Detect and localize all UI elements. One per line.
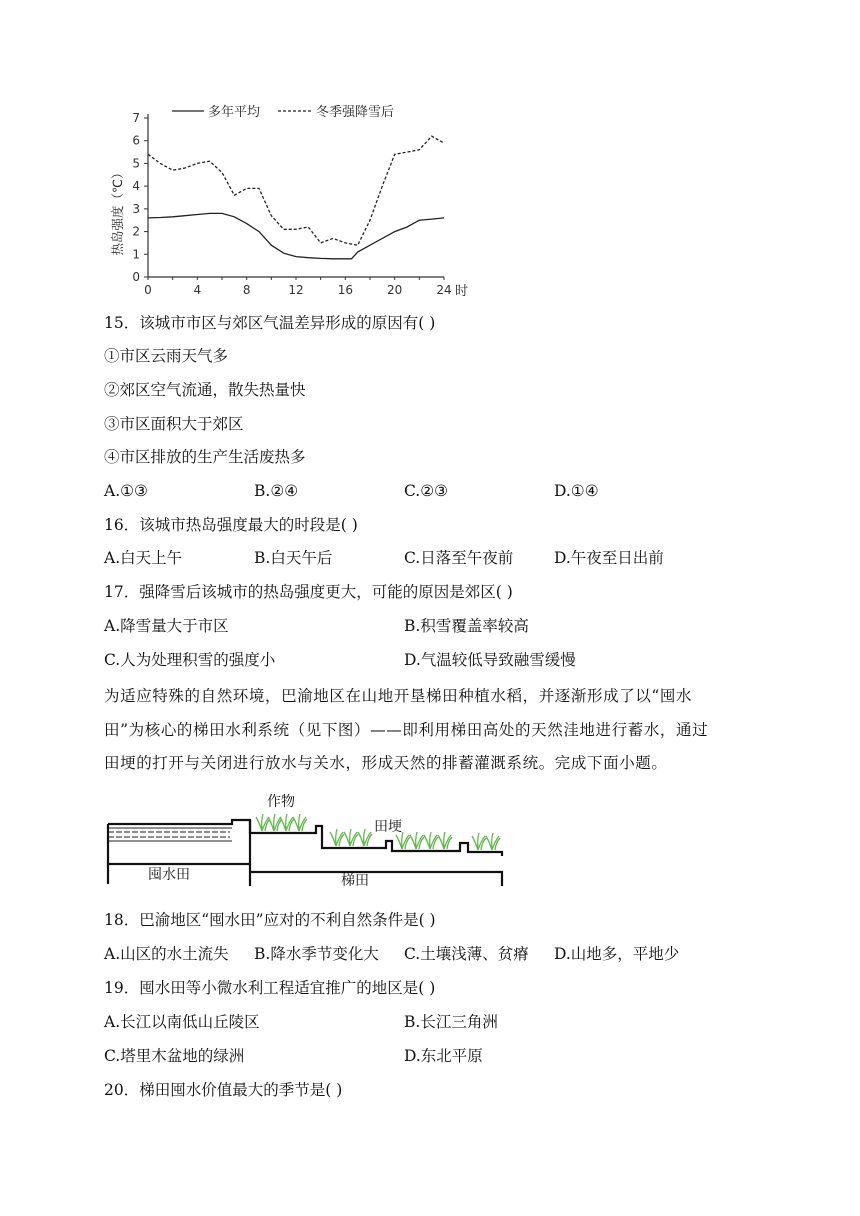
q15-option-d[interactable]: D.①④ <box>554 482 599 500</box>
x-tick-label: 24 <box>436 283 452 297</box>
x-tick-label: 4 <box>193 283 202 297</box>
x-tick-label: 12 <box>288 283 304 297</box>
x-axis-unit: 时 <box>455 284 469 299</box>
diagram-label-reservoir: 囤水田 <box>148 867 190 883</box>
q16-option-a[interactable]: A.白天上午 <box>104 549 183 567</box>
diagram-label-ridge: 田埂 <box>374 819 402 835</box>
crop-plant <box>486 833 500 850</box>
q19-option-a[interactable]: A.长江以南低山丘陵区 <box>104 1013 260 1031</box>
legend-label-average: 多年平均 <box>208 105 261 120</box>
crop-plant <box>358 829 372 846</box>
crop-plant <box>424 832 438 849</box>
q19-option-d[interactable]: D.东北平原 <box>404 1047 483 1065</box>
legend-label-snow: 冬季强降雪后 <box>316 105 395 120</box>
question-20-stem: 20．梯田囤水价值最大的季节是( ) <box>104 1081 343 1099</box>
question-15-stem: 15．该城市市区与郊区气温差异形成的原因有( ) <box>104 314 436 332</box>
crop-plant <box>330 829 344 846</box>
x-tick-labels <box>144 283 451 297</box>
x-tick-label: 16 <box>337 283 353 297</box>
y-tick-label: 1 <box>132 247 140 262</box>
chart-legend <box>172 104 394 120</box>
crop-plant <box>268 814 282 831</box>
chart-axes <box>144 114 444 280</box>
q15-option-b[interactable]: B.②④ <box>254 482 299 500</box>
q15-statement-4: ④市区排放的生产生活废热多 <box>104 448 306 466</box>
terrace-outline <box>108 820 502 856</box>
heat-island-chart <box>100 96 470 302</box>
question-18-stem: 18．巴渝地区“囤水田”应对的不利自然条件是( ) <box>104 911 436 929</box>
q15-option-c[interactable]: C.②③ <box>404 482 449 500</box>
q18-option-b[interactable]: B.降水季节变化大 <box>254 945 379 963</box>
q17-option-b[interactable]: B.积雪覆盖率较高 <box>404 617 529 635</box>
crop-plant <box>280 814 294 831</box>
q18-option-d[interactable]: D.山地多，平地少 <box>554 945 680 963</box>
q15-statement-3: ③市区面积大于郊区 <box>104 415 244 433</box>
passage-line-3: 田埂的打开与关闭进行放水与关水，形成天然的排蓄灌溉系统。完成下面小题。 <box>104 754 668 772</box>
y-tick-label: 6 <box>132 133 140 148</box>
q16-option-d[interactable]: D.午夜至日出前 <box>554 549 664 567</box>
crop-plant <box>438 832 452 849</box>
crop-plant <box>293 814 307 831</box>
crop-plant <box>344 829 358 846</box>
q15-statement-2: ②郊区空气流通，散失热量快 <box>104 381 306 399</box>
question-16-stem: 16．该城市热岛强度最大的时段是( ) <box>104 516 358 534</box>
y-tick-label: 2 <box>132 224 140 239</box>
q15-option-a[interactable]: A.①③ <box>104 482 148 500</box>
y-tick-labels <box>132 111 140 284</box>
q19-option-c[interactable]: C.塔里木盆地的绿洲 <box>104 1047 245 1065</box>
y-tick-label: 7 <box>132 111 140 125</box>
series-line-snow <box>148 136 444 245</box>
q16-option-b[interactable]: B.白天午后 <box>254 549 333 567</box>
crop-plant <box>472 833 486 850</box>
passage-line-1: 为适应特殊的自然环境，巴渝地区在山地开垦梯田种植水稻，并逐渐形成了以“囤水 <box>104 687 693 705</box>
passage-line-2: 田”为核心的梯田水利系统（见下图）——即利用梯田高处的天然洼地进行蓄水，通过 <box>104 721 709 739</box>
q17-option-c[interactable]: C.人为处理积雪的强度小 <box>104 651 276 669</box>
crop-plant <box>256 814 270 831</box>
diagram-label-terrace: 梯田 <box>341 873 369 889</box>
reservoir-water <box>108 828 232 841</box>
x-tick-label: 20 <box>387 283 403 297</box>
y-tick-label: 4 <box>132 179 140 194</box>
y-tick-label: 5 <box>132 156 140 171</box>
x-tick-label: 0 <box>144 283 152 297</box>
series-line-average <box>148 213 444 258</box>
q18-option-c[interactable]: C.土壤浅薄、贫瘠 <box>404 945 529 963</box>
question-19-stem: 19．囤水田等小微水利工程适宜推广的地区是( ) <box>104 979 436 997</box>
q19-option-b[interactable]: B.长江三角洲 <box>404 1013 498 1031</box>
q18-option-a[interactable]: A.山区的水土流失 <box>104 945 229 963</box>
q17-option-a[interactable]: A.降雪量大于市区 <box>104 617 229 635</box>
q15-statement-1: ①市区云雨天气多 <box>104 347 229 365</box>
x-tick-label: 8 <box>242 283 251 297</box>
crop-plant <box>410 832 424 849</box>
q17-option-d[interactable]: D.气温较低导致融雪缓慢 <box>404 651 576 669</box>
q16-option-c[interactable]: C.日落至午夜前 <box>404 549 514 567</box>
y-axis-label: 热岛强度（℃） <box>110 166 125 256</box>
question-17-stem: 17．强降雪后该城市的热岛强度更大，可能的原因是郊区( ) <box>104 583 513 601</box>
y-tick-label: 0 <box>132 270 140 284</box>
terrace-diagram <box>104 786 514 890</box>
y-tick-label: 3 <box>132 201 140 216</box>
chart-series <box>148 136 444 259</box>
diagram-label-crop: 作物 <box>267 794 295 810</box>
